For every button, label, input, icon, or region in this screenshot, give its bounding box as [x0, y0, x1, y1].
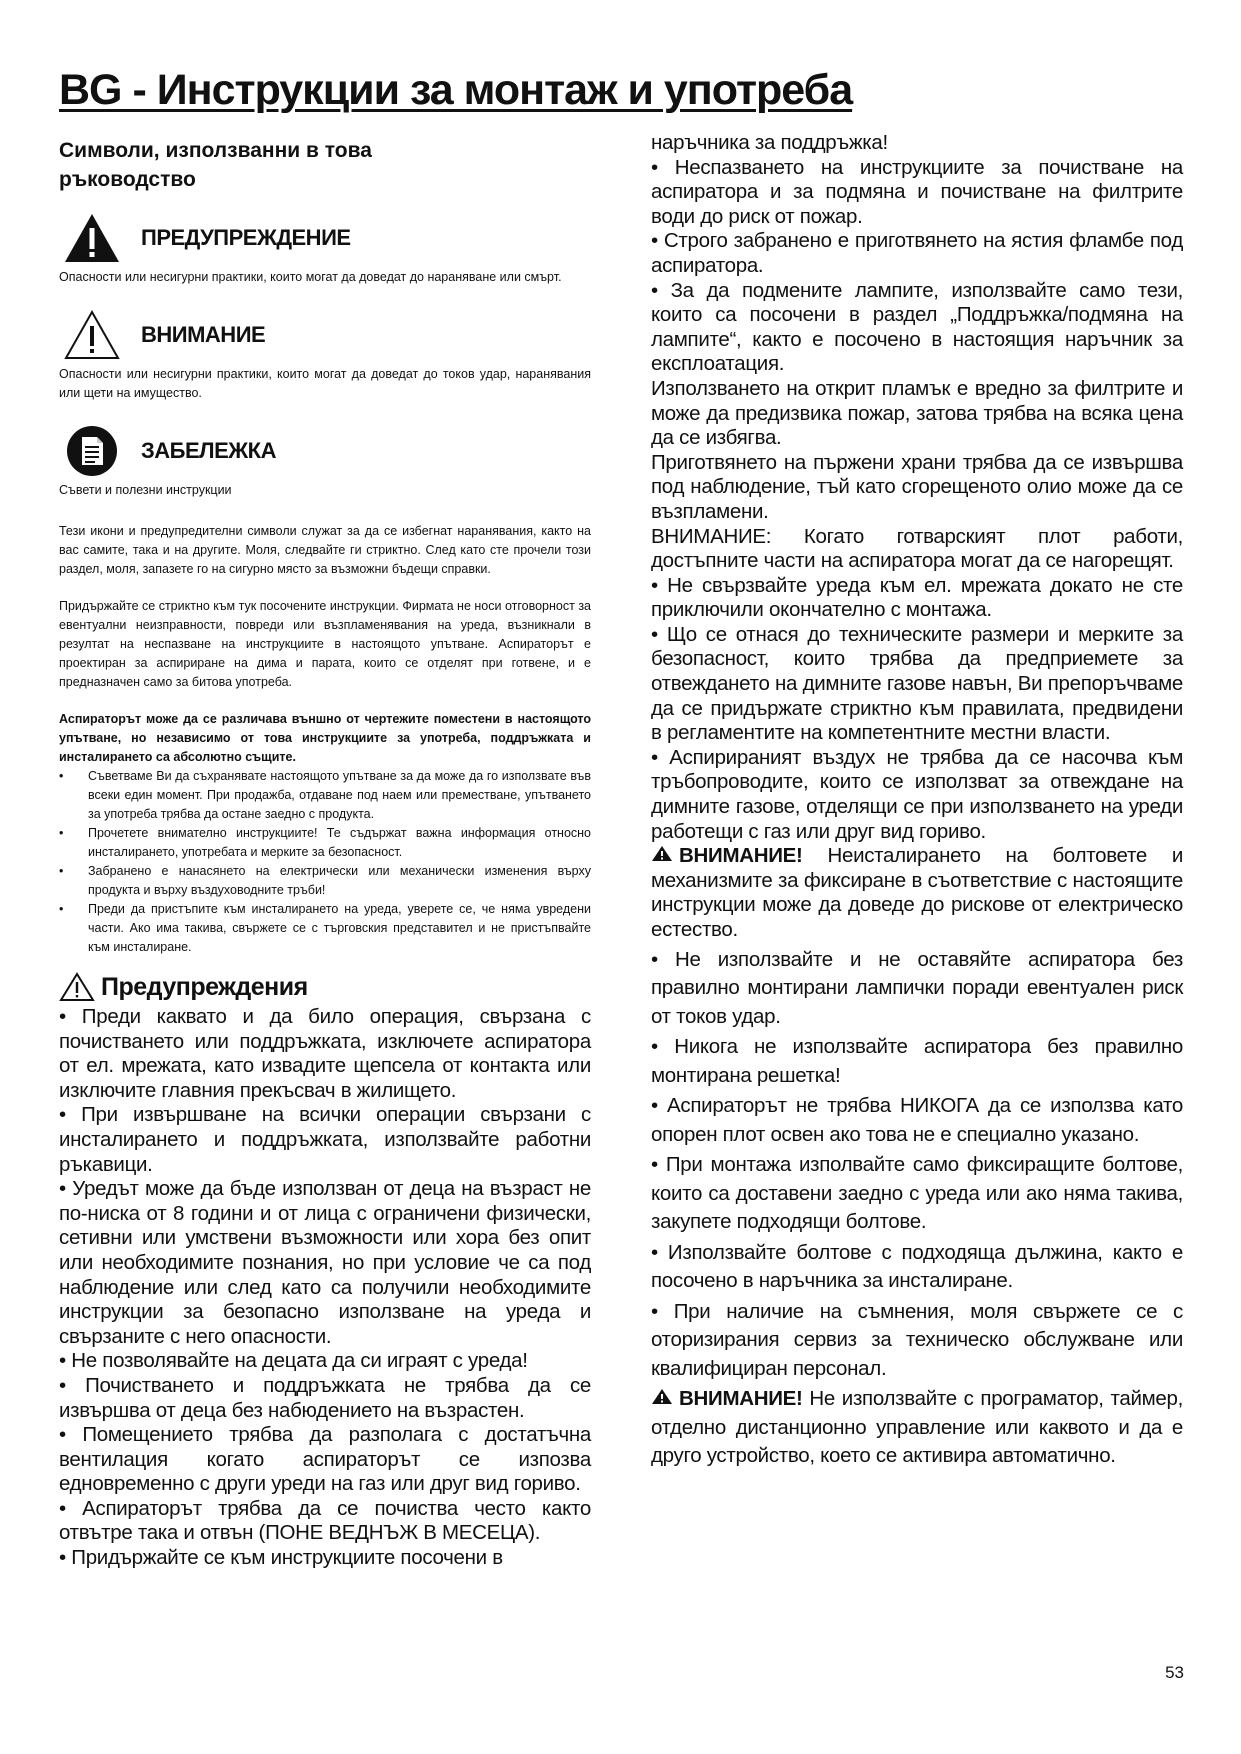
intro-bullet-list: [59, 767, 591, 957]
list-item: • Забранено е нанасянето на електрически или механически изменения върху продукта и върху въздуховодните тръби!: [59, 862, 591, 900]
attention-text: Неисталирането на болтовете и механизмите за фиксиране в съответствие с настоящите инструкции може да доведе до рискове от електрическо естество.: [651, 844, 1183, 941]
intro-paragraph-1: Тези икони и предупредителни символи служат за да се избегнат наранявания, както на вас самите, така и на другите. Моля, следвайте ги стриктно. След като сте прочели този раздел, моля, запазете го на сигурно място за възможни бъдещи справки.: [59, 524, 591, 576]
warning-description: Опасности или несигурни практики, които могат да доведат до нараняване или смърт.: [59, 270, 562, 284]
symbol-warning: [59, 212, 591, 287]
list-item: • Прочетете внимателно инструкциите! Те съдържат важна информация относно инсталирането, употребата и мерките за безопасност.: [59, 824, 591, 862]
note-label: ЗАБЕЛЕЖКА: [141, 438, 276, 463]
warning-item: • При наличие на съмнения, моля свържете се с оторизирания сервиз за техническо обслужване или квалифициран персонал.: [651, 1299, 1183, 1380]
note-document-icon: [63, 425, 121, 477]
warning-item: Приготвянето на пържени храни трябва да се извършва под наблюдение, тъй като сгорещеното олио може да се възпламени.: [651, 450, 1183, 523]
note-description: Съвети и полезни инструкции: [59, 483, 232, 497]
warning-triangle-filled-icon: [651, 1388, 673, 1405]
warning-item: Използването на открит пламък е вредно за филтрите и може да предизвика пожар, затова трябва на всяка цена да се избягва.: [651, 376, 1183, 450]
warning-item: • Помещението трябва да разполага с достатъчна вентилация когато аспираторът се изпозва едновременно с други уреди на газ или друг вид гориво.: [59, 1423, 591, 1496]
warning-item: • При извършване на всички операции свързани с инсталирането и поддръжката, използвайте работни ръкавици.: [59, 1103, 591, 1176]
left-column: [59, 136, 591, 1571]
warning-item: • Почистването и поддръжката не трябва да се извършва от деца без набюдението на възрастен.: [59, 1373, 591, 1422]
warning-item: • При монтажа изполвайте само фиксиращите болтове, които са доставени заедно с уреда или ако няма такива, закупете подходящи болтове.: [651, 1153, 1183, 1234]
warning-item: • Никога не използвайте аспиратора без правилно монтирана решетка!: [651, 1035, 1183, 1087]
warning-item: • Не свързвайте уреда към ел. мрежата докато не сте приключили окончателно с монтажа.: [651, 573, 1183, 622]
caution-label: ВНИМАНИЕ: [141, 322, 266, 347]
intro-bold-paragraph: Аспираторът може да се различава външно от чертежите поместени в настоящото упътване, но независимо от това инструкциите за употреба, поддръжката и инсталирането са абсолютно същите.: [59, 712, 591, 764]
caution-description: Опасности или несигурни практики, които могат да доведат до токов удар, наранявания или щети на имущество.: [59, 367, 591, 400]
warning-item: • За да подмените лампите, използвайте само тези, които са посочени в раздел „Поддръжка/подмяна на лампите“, както е посочено в настоящия наръчник за експлоатация.: [651, 278, 1183, 376]
attention-note-1: [651, 844, 1183, 942]
list-item: • Преди да пристъпите към инсталирането на уреда, уверете се, че няма увредени части. Ако има такива, свържете се с търговския представител и не пристъпвайте към инсталиране.: [59, 900, 591, 957]
warnings-heading-text: Предупреждения: [101, 972, 308, 1001]
attention-label: ВНИМАНИЕ!: [679, 844, 803, 868]
attention-label: ВНИМАНИЕ!: [679, 1387, 803, 1411]
warning-item: • Строго забранено е приготвянето на ястия фламбе под аспиратора.: [651, 229, 1183, 277]
page-number: 53: [1165, 1663, 1184, 1682]
warning-triangle-outline-icon: [63, 309, 121, 361]
warning-item: • Неспазването на инструкциите за почистване на аспиратора и за подмяна и почистване на филтрите води до риск от пожар.: [651, 155, 1183, 228]
warning-triangle-filled-icon: [63, 212, 121, 264]
warning-item: • Аспираторът трябва да се почиства често както отвътре така и отвън (ПОНЕ ВЕДНЪЖ В МЕСЕЦА).: [59, 1496, 591, 1545]
warning-item: наръчника за поддръжка!: [651, 131, 888, 154]
symbol-caution: [59, 309, 591, 403]
page-title: BG - Инструкции за монтаж и употреба: [59, 66, 853, 114]
warning-triangle-outline-icon: [59, 972, 95, 1002]
warning-item: • Придържайте се към инструкциите посочени в: [59, 1546, 503, 1570]
intro-paragraph-2: Придържайте се стриктно към тук посочените инструкции. Фирмата не носи отговорност за евентуални неизправности, повреди или възпламенявания на уреда, възникнали в резултат на неспазване на инструкциите в настоящото упътване. Аспираторът е проектиран за аспириране на дима и парата, които се отделят при готвене, и е предназначен само за битова употреба.: [59, 599, 591, 689]
warning-item: • Не позволявайте на децата да си играят с уреда!: [59, 1349, 528, 1373]
warning-item: • Не използвайте и не оставяйте аспиратора без правилно монтирани лампички поради евентуален риск от токов удар.: [651, 947, 1183, 1028]
warning-label: ПРЕДУПРЕЖДЕНИЕ: [141, 225, 351, 250]
attention-text: Не използвайте с програматор, таймер, отделно дистанционно управление или каквото и да е друго устройство, което се активира автоматично.: [651, 1387, 1183, 1468]
warning-triangle-filled-icon: [651, 845, 673, 862]
warning-item: • Преди каквато и да било операция, свързана с почистването или поддръжката, изключете аспиратора от ел. мрежата, като извадите щепсела от контакта или изключите главния прекъсвач в жилището.: [59, 1005, 591, 1102]
warning-item: • Използвайте болтове с подходяща дължина, както е посочено в наръчника за инсталиране.: [651, 1240, 1183, 1293]
symbols-heading: Символи, използванни в това ръководство: [59, 139, 372, 191]
right-column: [651, 131, 1183, 1471]
warning-item: • Що се отнася до техническите размери и мерките за безопасност, които трябва да предприемете за отвеждането на димните газове навън, Ви препоръчваме да се придържате стриктно към правилата, предвидени в регламентите на компетентните местни власти.: [651, 622, 1183, 745]
symbol-note: [59, 425, 591, 500]
warnings-heading: [59, 969, 591, 1005]
warning-item: • Аспирираният въздух не трябва да се насочва към тръбопроводите, които се използват за отвеждане на димните газове, отделящи се при използването на уреди работещи с газ или друг вид гориво.: [651, 745, 1183, 843]
attention-note-2: [651, 1385, 1183, 1471]
warning-item: ВНИМАНИЕ: Когато готварският плот работи, достъпните части на аспиратора могат да се нагорещят.: [651, 524, 1183, 573]
list-item: • Съветваме Ви да съхранявате настоящото упътване за да може да го използвате във всеки един момент. При продажба, отдаване под наем или преместване, упътването за употреба трябва да остане заедно с продукта.: [59, 767, 591, 824]
warning-item: • Уредът може да бъде използван от деца на възраст не по-ниска от 8 години и от лица с ограничени физически, сетивни или умствени възможности или хора без опит или необходимите познания, но при условие че са под наблюдение или след като са получили необходимите инструкции за безопасно използване на уреда и свързаните с него опасности.: [59, 1177, 591, 1348]
warning-item: • Аспираторът не трябва НИКОГА да се използва като опорен плот освен ако това не е специално указано.: [651, 1094, 1183, 1146]
